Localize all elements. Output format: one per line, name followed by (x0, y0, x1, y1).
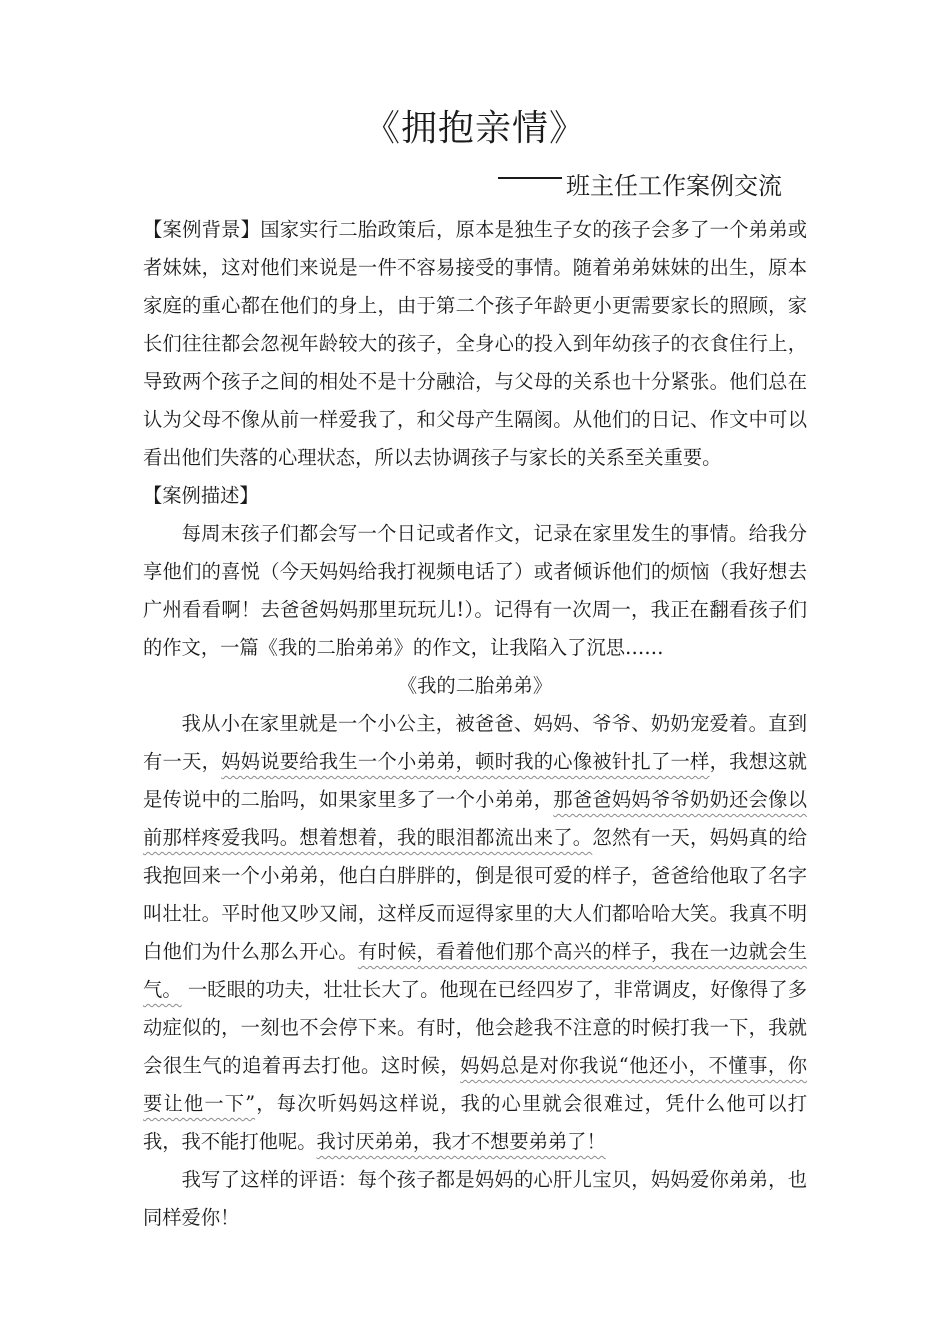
description-paragraph: 每周末孩子们都会写一个日记或者作文，记录在家里发生的事情。给我分享他们的喜悦（今天妈妈给我打视频电话了）或者倾诉他们的烦恼（我好想去广州看看啊！去爸爸妈妈那里玩玩儿!）。记得有一次周一，我正在翻看孩子们的作文，一篇《我的二胎弟弟》的作文，让我陷入了沉思…… (143, 522, 807, 659)
essay-underlined-text: 有时候，看着他们那个高兴的样子，我在一边就会生气。 (143, 940, 807, 1001)
background-paragraph (143, 211, 807, 477)
essay-text: 我从小在家里就是一个小公主，被爸爸、妈妈、爷爷、奶奶宠爱着。直到有一天， (143, 712, 807, 773)
subtitle-row (498, 166, 782, 201)
background-text: 国家实行二胎政策后，原本是独生子女的孩子会多了一个弟弟或者妹妹，这对他们来说是一件不容易接受的事情。随着弟弟妹妹的出生，原本家庭的重心都在他们的身上，由于第二个孩子年龄更小更需要家长的照顾，家长们往往都会忽视年龄较大的孩子，全身心的投入到年幼孩子的衣食住行上，导致两个孩子之间的相处不是十分融洽，与父母的关系也十分紧张。他们总在认为父母不像从前一样爱我了，和父母产生隔阂。从他们的日记、作文中可以看出他们失落的心理状态，所以去协调孩子与家长的关系至关重要。 (143, 218, 808, 469)
teacher-comment: 我写了这样的评语：每个孩子都是妈妈的心肝儿宝贝，妈妈爱你弟弟，也同样爱你！ (143, 1168, 807, 1229)
essay-text: ，每次听妈妈这样说，我的心里就会很难过，凭什么他可以打我，我不能打他呢。 (143, 1092, 808, 1153)
essay-text: 一眨眼的功夫，壮壮长大了。他现在已经四岁了，非常调皮，好像得了多动症似的，一刻也不会停下来。有时，他会趁我不注意的时候打我一下，我就会很生气的追着再去打他。这时候， (143, 978, 807, 1077)
essay-paragraph (143, 705, 807, 1161)
document-body (143, 211, 807, 1237)
em-dash-line (498, 177, 562, 179)
essay-underlined-text: 妈妈总是对你我说“他还小，不懂事，你要让他一下” (143, 1054, 808, 1115)
essay-text: ，我想这就是传说中的二胎吗，如果家里多了一个小弟弟， (143, 750, 808, 811)
document-subtitle: 班主任工作案例交流 (566, 172, 782, 200)
essay-underlined-text: 那爸爸妈妈爷爷奶奶还会像以前那样疼爱我吗。想着想着，我的眼泪都流出来了。 (143, 788, 808, 849)
document-title: 《拥抱亲情》 (363, 108, 586, 149)
essay-underlined-text: 妈妈说要给我生一个小弟弟，顿时我的心像被针扎了一样 (221, 750, 710, 773)
essay-underlined-text: 我讨厌弟弟，我才不想要弟弟了！ (316, 1130, 606, 1153)
essay-title: 《我的二胎弟弟》 (397, 674, 553, 697)
description-label: 【案例描述】 (143, 484, 259, 507)
essay-text: 忽然有一天，妈妈真的给我抱回来一个小弟弟，他白白胖胖的，倒是很可爱的样子，爸爸给他取了名字叫壮壮。平时他又吵又闹，这样反而逗得家里的大人们都哈哈大笑。我真不明白他们为什么那么开心。 (143, 826, 808, 963)
background-label: 【案例背景】 (143, 218, 261, 241)
